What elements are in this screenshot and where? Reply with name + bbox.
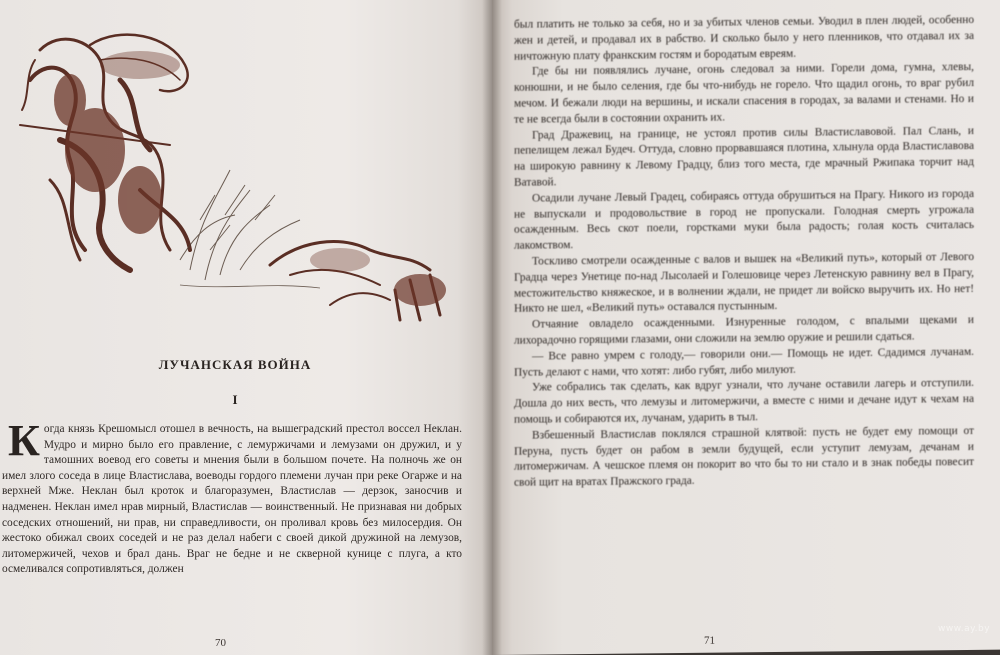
drop-cap: К <box>8 416 40 465</box>
right-page-paragraph: Отчаяние овладело осажденными. Изнуренные голодом, с впалыми щеками и лихорадочно горящими глазами, они сложили на землю оружие и решили сдаться. <box>514 314 974 347</box>
right-page <box>492 0 1000 655</box>
right-page-paragraph: Осадили лучане Левый Градец, собираясь оттуда обрушиться на Прагу. Никого из города не выпускали и продовольствие в город не пропускали. Голодная смерть угрожала осажденным. Весь скот поели, горстками муки была радость; голая кость считалась лакомством. <box>514 187 974 252</box>
battle-illustration <box>0 20 470 340</box>
left-page <box>0 0 492 655</box>
left-page-text <box>2 416 462 578</box>
right-page-paragraph: — Все равно умрем с голоду,— говорили они.— Помощь не идет. Сдадимся лучанам. Пусть делают с нами, что хотят: либо губят, либо милуют. <box>514 345 974 379</box>
right-page-paragraph: Тоскливо смотрели осажденные с валов и вышек на «Великий путь», который от Левого Градца через Унетице по-над Лысолаей и Голешовице через Летенскую равнину вел в Прагу, местожительство княжеское, и в волнении ждали, не придет ли войско выручить их. Но нет! Никто не шел, «Великий путь» оставался пустынным. <box>514 250 974 316</box>
right-page-paragraph: Где бы ни появлялись лучане, огонь следовал за ними. Горели дома, гумна, хлевы, конюшни, и не было селения, где бы что-нибудь не горело. Что щадил огонь, то враг рубил мечом. И бежали люди на вершины, и искали спасения в городах, за валами и стенами. Но и те не всегда были в состоянии охранить их. <box>514 61 974 126</box>
right-page-paragraph: Уже собрались так сделать, как вдруг узнали, что лучане оставили лагерь и отступили. Дошла до них весть, что лемузы и литомержичи, а вместе с ними и дечане идут к чехам на помощь и собираются их, лучанам, ударить в тыл. <box>514 377 974 426</box>
page-number-right: 71 <box>704 634 715 647</box>
right-page-text <box>514 13 974 492</box>
watermark: www.ay.by <box>937 624 990 635</box>
left-page-paragraph: огда князь Крешомысл отошел в вечность, на вышеградский престол воссел Неклан. Мудро и мирно было его правление, с лемуржичами и лемузами он дружил, и у тамошних воевод его советы и мнения были в большом почете. На полночь же он имел злого соседа в лице Властислава, воеводы гордого племени лучан при реке Огарже и на верхней Мже. Неклан был кроток и благоразумен, Властислав — дерзок, заносчив и надменен. Неклан имел нрав мирный, Властислав — воинственный. Не признавая ни добрых соседских отношений, ни прав, ни справедливости, он проливал кровь без милосердия. Он жестоко обижал своих соседей и не раз делал набеги с своей дикой дружиной на лемузов, литомержичей, чехов и брал дань. Враг не бедне и не скверной кунице с плуга, а кто осмеливался сопротивляться, должен <box>2 423 462 576</box>
right-page-paragraph: Взбешенный Властислав поклялся страшной клятвой: пусть не будет ему помощи от Перуна, пусть будет он рабом в земли будущей, если уступит лемузам, дечанам и литомержичам. А чешское племя он покорит во что бы то ни стало и в знак победы повесит свой щит на вратах Пражского града. <box>514 424 974 489</box>
chapter-title: ЛУЧАНСКАЯ ВОЙНА <box>158 357 312 372</box>
right-page-paragraph: был платить не только за себя, но и за убитых членов семьи. Уводил в плен людей, особенно жен и детей, и продавал их в рабство. И сколько было у него пленников, что отдавал их за ничтожную плату франкским гостям и бородатым евреям. <box>514 13 974 63</box>
right-page-paragraph: Град Дражевиц, на границе, не устоял против силы Властиславовой. Пал Слань, и пепелищем лежал Будеч. Оттуда, словно прорвавшаяся плотина, хлынула орда Властиславова на широкую равнину к Левому Градцу, близ того места, где мрачный Ржипака торчит над Ватавой. <box>514 124 974 189</box>
section-number: I <box>232 392 238 407</box>
page-number-left: 70 <box>215 637 226 649</box>
book-gutter <box>482 0 502 655</box>
